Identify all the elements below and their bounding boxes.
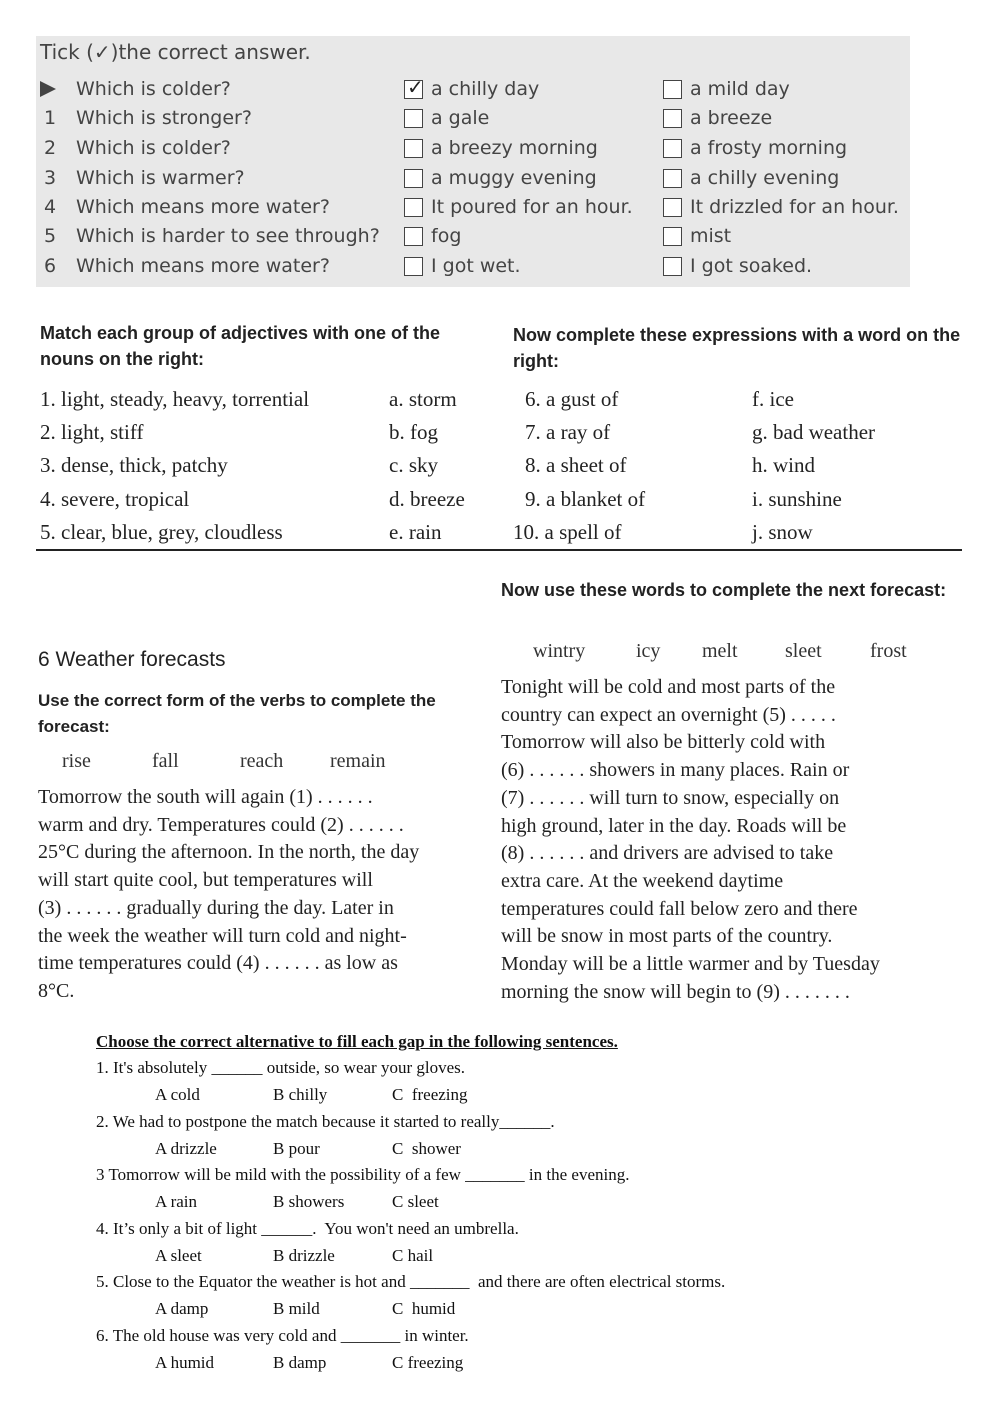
tick-question-row (0, 223, 1000, 251)
mc-option-b[interactable]: B chilly (273, 1085, 328, 1104)
mc-option-b[interactable]: B mild (273, 1299, 320, 1318)
tick-title: Tick (✓)the correct answer. (40, 40, 311, 64)
answer-checkbox-b[interactable] (663, 80, 682, 99)
option-b-label: a frosty morning (690, 137, 848, 159)
forecast-left-text: Tomorrow the south will again (1) . . . . . . warm and dry. Temperatures could (2) . . . . . . 25°C during the afternoon. In the north, the day will start quite cool, but temperatures will (3) . . . . . . gradually during the day. Later in the week the weather will turn cold and night- time temperatures could (4) . . . . . . as low as 8°C. (38, 786, 420, 1002)
example-arrow-icon (40, 81, 56, 97)
match-instruction-right: Now complete these expressions with a word on the right: (513, 325, 961, 371)
option-a-label: a breezy morning (431, 137, 598, 159)
option-b-label: It drizzled for an hour. (690, 196, 899, 218)
word-bank-item: icy (636, 640, 661, 662)
mc-option-a[interactable]: A drizzle (155, 1138, 217, 1158)
word-bank-item: sleet (785, 640, 822, 662)
word-bank-item: fall (152, 750, 179, 772)
noun-option: a. storm (389, 387, 457, 411)
forecast-left-instruction: Use the correct form of the verbs to complete the forecast: (38, 691, 436, 736)
mc-option-c[interactable]: C freezing (392, 1352, 464, 1372)
word-option: h. wind (752, 453, 815, 477)
tick-question-row (0, 76, 1000, 104)
option-a-label: a gale (431, 107, 490, 129)
matching-row (0, 385, 1000, 417)
question-text: Which is colder? (76, 137, 231, 159)
option-a-label: I got wet. (431, 255, 521, 277)
option-b-label: I got soaked. (690, 255, 813, 277)
checkmark-icon: ✓ (407, 75, 424, 99)
word-option: i. sunshine (752, 487, 842, 511)
forecast-right-text: Tonight will be cold and most parts of the country can expect an overnight (5) . . . . . Tomorrow will also be bitterly cold with (6) . . . . . . showers in many places. Rain or (7) . . . . . . will turn to snow, especially on high ground, later in the day. Roads will be (8) . . . . . . and drivers are advised to take extra care. At the weekend daytime temperatures could fall below zero and there will be snow in most parts of the country. Monday will be a little warmer and by Tuesday morning the snow will begin to (9) . . . . . . . (501, 676, 880, 1003)
option-a-label: a muggy evening (431, 167, 597, 189)
matching-row (0, 451, 1000, 483)
word-bank-item: remain (330, 750, 386, 772)
mc-question: 5. Close to the Equator the weather is hot and _______ and there are often electrical storms. (96, 1272, 726, 1291)
tick-question-row (0, 194, 1000, 222)
answer-checkbox-a[interactable] (404, 75, 424, 99)
answer-checkbox-b[interactable] (663, 169, 682, 188)
answer-checkbox-a[interactable] (404, 109, 423, 128)
option-b-label: a mild day (690, 78, 790, 100)
mc-option-b[interactable]: B damp (273, 1352, 327, 1372)
expression-item: 6. a gust of (525, 387, 619, 411)
question-text: Which means more water? (76, 255, 330, 277)
word-option: f. ice (752, 387, 794, 411)
mc-option-c[interactable]: C shower (392, 1138, 461, 1158)
word-bank-item: wintry (533, 640, 586, 662)
word-option: j. snow (752, 520, 813, 544)
section-heading: 6 Weather forecasts (38, 648, 226, 671)
expression-item: 9. a blanket of (525, 487, 646, 511)
mc-option-a[interactable]: A damp (155, 1299, 209, 1318)
answer-checkbox-b[interactable] (663, 109, 682, 128)
match-instruction-left: Match each group of adjectives with one of the nouns on the right: (40, 323, 441, 369)
forecast-right-instruction: Now use these words to complete the next forecast: (501, 580, 947, 600)
option-b-label: a breeze (690, 107, 773, 129)
tick-question-row (0, 165, 1000, 193)
noun-option: b. fog (389, 420, 438, 444)
question-text: Which is colder? (76, 78, 231, 100)
expression-item: 8. a sheet of (525, 453, 627, 477)
question-text: Which means more water? (76, 196, 330, 218)
mc-option-c[interactable]: C humid (392, 1299, 456, 1318)
word-bank-item: frost (870, 640, 907, 662)
question-number: 5 (44, 225, 57, 247)
tick-question-row (0, 135, 1000, 163)
matching-row (0, 485, 1000, 517)
mc-question: 6. The old house was very cold and _______ in winter. (96, 1325, 469, 1345)
expression-item: 7. a ray of (525, 420, 611, 444)
answer-checkbox-b[interactable] (663, 227, 682, 246)
mc-option-a[interactable]: A rain (155, 1192, 198, 1211)
adjective-group: 4. severe, tropical (40, 487, 190, 511)
question-text: Which is warmer? (76, 167, 245, 189)
mc-option-c[interactable]: C freezing (392, 1085, 468, 1104)
answer-checkbox-a[interactable] (404, 198, 423, 217)
section-divider (36, 549, 962, 551)
option-a-label: fog (431, 225, 462, 247)
word-bank-item: rise (62, 750, 91, 772)
question-text: Which is harder to see through? (76, 225, 380, 247)
answer-checkbox-b[interactable] (663, 257, 682, 276)
question-number: 2 (44, 137, 57, 159)
adjective-group: 3. dense, thick, patchy (40, 453, 228, 477)
answer-checkbox-a[interactable] (404, 257, 423, 276)
adjective-group: 5. clear, blue, grey, cloudless (40, 520, 283, 544)
option-a-label: a chilly day (431, 78, 540, 100)
expression-item: 10. a spell of (513, 520, 622, 544)
answer-checkbox-a[interactable] (404, 227, 423, 246)
word-option: g. bad weather (752, 420, 876, 444)
multiple-choice-title: Choose the correct alternative to fill each gap in the following sentences. (96, 1032, 618, 1051)
question-text: Which is stronger? (76, 107, 252, 129)
mc-question: 2. We had to postpone the match because it started to really______. (96, 1111, 555, 1131)
word-bank-item: reach (240, 750, 284, 772)
question-number: 3 (44, 167, 57, 189)
adjective-group: 1. light, steady, heavy, torrential (40, 387, 310, 411)
answer-checkbox-a[interactable] (404, 139, 423, 158)
noun-option: c. sky (389, 453, 438, 477)
question-number: 6 (44, 255, 57, 277)
mc-option-a[interactable]: A cold (155, 1085, 200, 1104)
mc-option-a[interactable]: A humid (155, 1352, 215, 1372)
mc-option-c[interactable]: C sleet (392, 1192, 439, 1211)
mc-option-a[interactable]: A sleet (155, 1245, 202, 1265)
word-bank-item: melt (702, 640, 738, 662)
mc-option-b[interactable]: B drizzle (273, 1245, 335, 1265)
mc-question: 4. It’s only a bit of light ______. You won't need an umbrella. (96, 1218, 519, 1238)
answer-checkbox-b[interactable] (663, 198, 682, 217)
option-b-label: mist (690, 225, 732, 247)
noun-option: d. breeze (389, 487, 465, 511)
mc-question: 1. It's absolutely ______ outside, so wear your gloves. (96, 1058, 465, 1077)
question-number: 1 (44, 107, 57, 129)
tick-question-row (0, 105, 1000, 133)
answer-checkbox-a[interactable] (404, 169, 423, 188)
matching-row (0, 518, 1000, 550)
tick-question-row (0, 253, 1000, 281)
option-a-label: It poured for an hour. (431, 196, 633, 218)
option-b-label: a chilly evening (690, 167, 840, 189)
answer-checkbox-b[interactable] (663, 139, 682, 158)
mc-option-b[interactable]: B showers (273, 1192, 345, 1211)
mc-question: 3 Tomorrow will be mild with the possibility of a few _______ in the evening. (96, 1165, 630, 1184)
question-number: 4 (44, 196, 57, 218)
noun-option: e. rain (389, 520, 442, 544)
mc-option-c[interactable]: C hail (392, 1245, 434, 1265)
matching-row (0, 418, 1000, 450)
adjective-group: 2. light, stiff (40, 420, 144, 444)
mc-option-b[interactable]: B pour (273, 1138, 320, 1158)
